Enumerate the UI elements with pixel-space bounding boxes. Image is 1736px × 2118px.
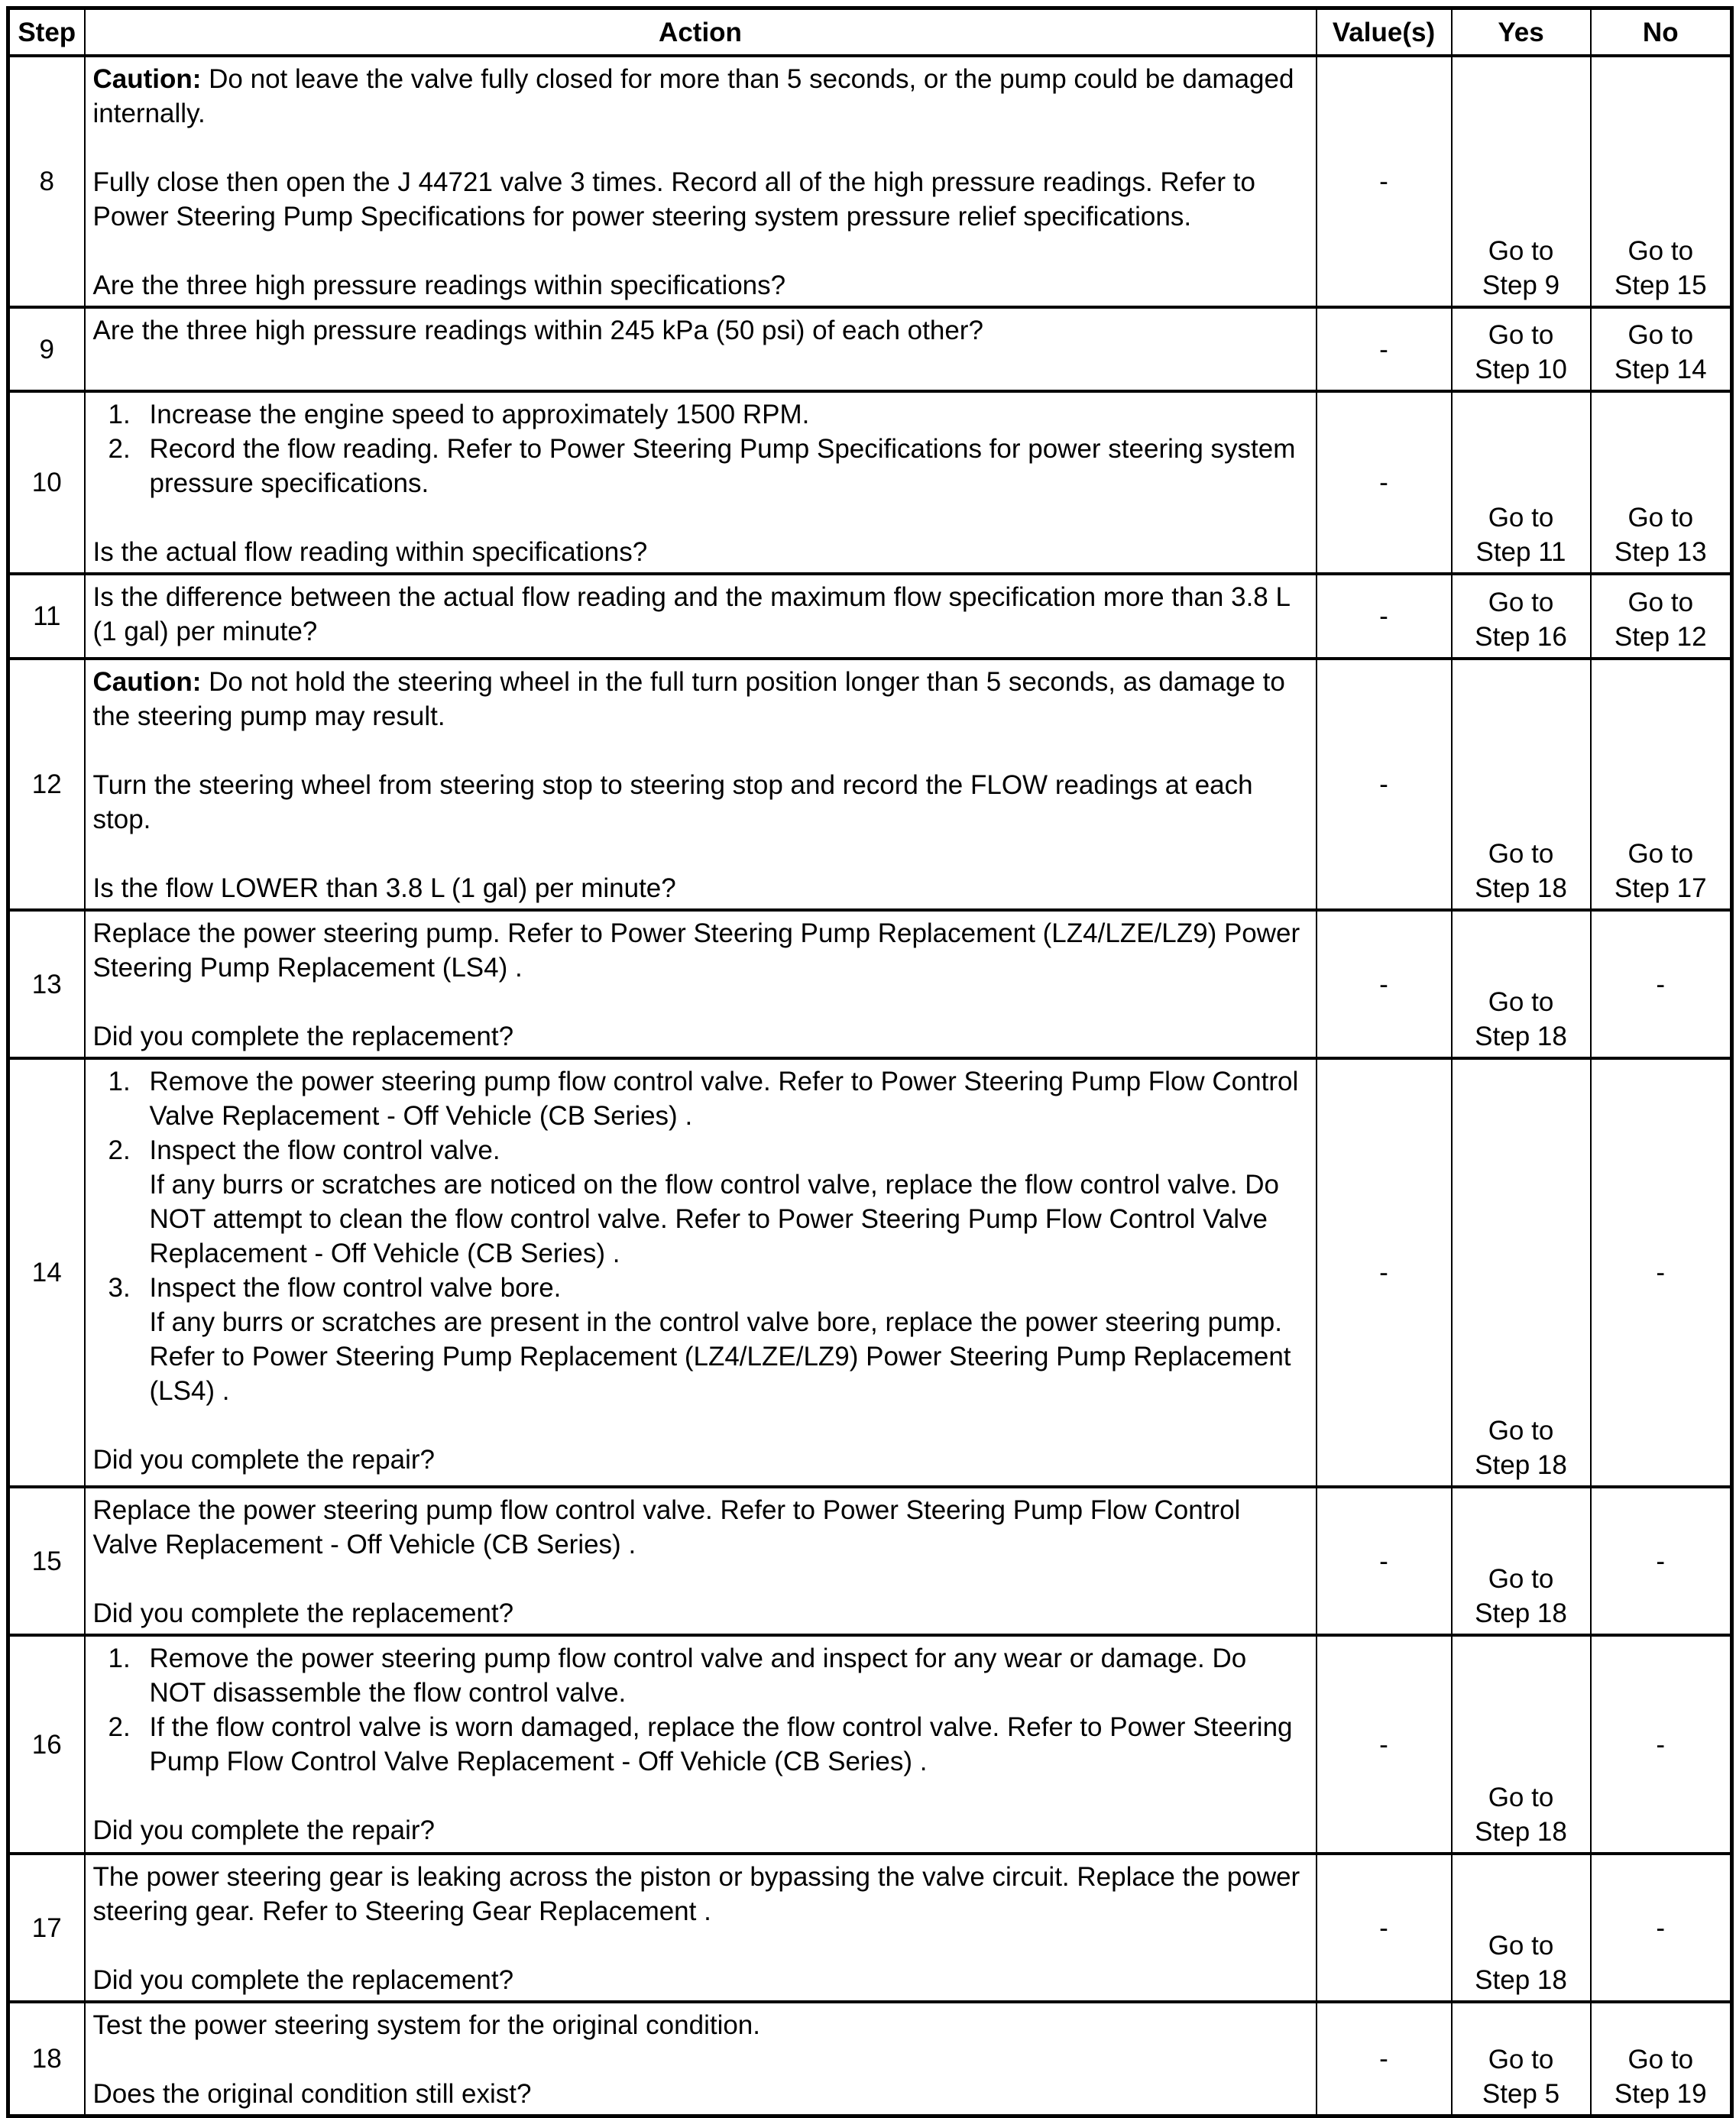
no-step-link[interactable]: Step 13 [1614, 537, 1707, 567]
action-cell [85, 1487, 1317, 1635]
no-cell [1591, 391, 1732, 574]
caution-text: Do not leave the valve fully closed for more than 5 seconds, or the pump could be damaged internally. [92, 64, 1294, 128]
action-list [93, 397, 1308, 500]
list-item: 2. If the flow control valve is worn damaged, replace the flow control valve. Refer to Power Steering Pump Flow Control Valve Replacement - Off Vehicle (CB Series) . [108, 1712, 1293, 1776]
no-cell [1591, 2002, 1732, 2116]
step-number: 15 [8, 1487, 85, 1635]
step-number: 9 [8, 307, 85, 391]
step-number: 16 [8, 1635, 85, 1854]
no-cell: - [1591, 1854, 1732, 2002]
table-row [8, 56, 1732, 307]
action-body: Turn the steering wheel from steering stop to steering stop and record the FLOW readings at each stop. [92, 770, 1253, 834]
yes-cell [1452, 307, 1591, 391]
no-goto: Go to [1628, 503, 1694, 533]
action-cell [85, 307, 1317, 391]
value-cell: - [1317, 574, 1452, 659]
caution-label: Caution: [92, 667, 202, 697]
table-row [8, 910, 1732, 1058]
step-number: 11 [8, 574, 85, 659]
value-cell: - [1317, 1058, 1452, 1487]
no-goto: Go to [1628, 2045, 1694, 2074]
no-cell: - [1591, 1058, 1732, 1487]
caution-note [93, 62, 1308, 131]
diagnostic-steps-table [6, 6, 1734, 2118]
yes-step-link[interactable]: Step 18 [1475, 1598, 1567, 1628]
header-yes: Yes [1452, 8, 1591, 57]
table-row [8, 1635, 1732, 1854]
table-row [8, 1487, 1732, 1635]
action-cell [85, 391, 1317, 574]
action-question: Did you complete the repair? [92, 1445, 435, 1475]
yes-step-link[interactable]: Step 18 [1475, 1450, 1567, 1480]
no-step-link[interactable]: Step 19 [1614, 2079, 1707, 2109]
step-number: 13 [8, 910, 85, 1058]
action-cell [85, 574, 1317, 659]
action-list [93, 1641, 1308, 1779]
yes-cell [1452, 2002, 1591, 2116]
yes-cell [1452, 1058, 1591, 1487]
value-cell: - [1317, 910, 1452, 1058]
list-item: 2. Record the flow reading. Refer to Power Steering Pump Specifications for power steering system pressure specifications. [108, 434, 1296, 498]
yes-step-link[interactable]: Step 9 [1482, 270, 1560, 300]
table-row [8, 2002, 1732, 2116]
yes-goto: Go to [1488, 588, 1554, 617]
action-question: Is the difference between the actual flow reading and the maximum flow specification more than 3.8 L (1 gal) per minute? [92, 582, 1290, 646]
yes-goto: Go to [1488, 839, 1554, 869]
yes-step-link[interactable]: Step 18 [1475, 873, 1567, 903]
list-item: 3. Inspect the flow control valve bore. If any burrs or scratches are present in the control valve bore, replace the power steering pump. Refer to Power Steering Pump Replacement (LZ4/LZE/LZ9) Power Steering Pump Replacement (LS4) . [108, 1273, 1291, 1406]
table-row [8, 307, 1732, 391]
no-cell: - [1591, 1487, 1732, 1635]
step-number: 10 [8, 391, 85, 574]
yes-step-link[interactable]: Step 18 [1475, 1965, 1567, 1995]
no-cell: - [1591, 910, 1732, 1058]
action-question: Are the three high pressure readings within 245 kPa (50 psi) of each other? [92, 316, 983, 345]
step-number: 17 [8, 1854, 85, 2002]
no-goto: Go to [1628, 236, 1694, 266]
value-cell: - [1317, 659, 1452, 910]
action-cell [85, 56, 1317, 307]
yes-step-link[interactable]: Step 18 [1475, 1817, 1567, 1847]
action-body: Fully close then open the J 44721 valve 3 times. Record all of the high pressure readings. Refer to Power Steering Pump Specifications for power steering system pressure relief specifications. [92, 167, 1255, 232]
no-step-link[interactable]: Step 14 [1614, 355, 1707, 384]
header-action: Action [85, 8, 1317, 57]
action-cell [85, 2002, 1317, 2116]
step-number: 18 [8, 2002, 85, 2116]
no-goto: Go to [1628, 320, 1694, 350]
action-question: Did you complete the replacement? [92, 1965, 514, 1995]
value-cell: - [1317, 2002, 1452, 2116]
no-step-link[interactable]: Step 17 [1614, 873, 1707, 903]
value-cell: - [1317, 1487, 1452, 1635]
yes-step-link[interactable]: Step 16 [1475, 622, 1567, 652]
yes-step-link[interactable]: Step 5 [1482, 2079, 1560, 2109]
yes-goto: Go to [1488, 1931, 1554, 1961]
table-header-row [8, 8, 1732, 57]
value-cell: - [1317, 307, 1452, 391]
no-step-link[interactable]: Step 15 [1614, 270, 1707, 300]
action-question: Is the actual flow reading within specifications? [92, 537, 648, 567]
step-number: 12 [8, 659, 85, 910]
yes-step-link[interactable]: Step 11 [1475, 537, 1566, 567]
no-cell [1591, 659, 1732, 910]
yes-goto: Go to [1488, 236, 1554, 266]
action-question: Are the three high pressure readings within specifications? [92, 270, 786, 300]
no-cell [1591, 307, 1732, 391]
table-row [8, 1058, 1732, 1487]
list-item: 1. Remove the power steering pump flow control valve and inspect for any wear or damage. Do NOT disassemble the flow control valve. [108, 1644, 1247, 1708]
action-question: Does the original condition still exist? [92, 2079, 532, 2109]
table-row [8, 574, 1732, 659]
value-cell: - [1317, 1635, 1452, 1854]
yes-cell [1452, 1854, 1591, 2002]
yes-step-link[interactable]: Step 10 [1475, 355, 1567, 384]
yes-cell [1452, 659, 1591, 910]
list-item-detail: If any burrs or scratches are noticed on the flow control valve, replace the flow control valve. Do NOT attempt to clean the flow control valve. Refer to Power Steering Pump Flow Control Valve Replacement - Off Vehicle (CB Series) . [149, 1170, 1279, 1268]
yes-cell [1452, 1487, 1591, 1635]
yes-goto: Go to [1488, 1783, 1554, 1812]
list-item-detail: If any burrs or scratches are present in the control valve bore, replace the power steering pump. Refer to Power Steering Pump Replacement (LZ4/LZE/LZ9) Power Steering Pump Replacement (LS4) . [149, 1307, 1291, 1406]
action-cell [85, 1854, 1317, 2002]
value-cell: - [1317, 1854, 1452, 2002]
no-goto: Go to [1628, 588, 1694, 617]
action-cell [85, 659, 1317, 910]
yes-goto: Go to [1488, 320, 1554, 350]
caution-text: Do not hold the steering wheel in the full turn position longer than 5 seconds, as damage to the steering pump may result. [92, 667, 1285, 731]
action-body: The power steering gear is leaking across the piston or bypassing the valve circuit. Replace the power steering gear. Refer to Steering Gear Replacement . [92, 1862, 1300, 1926]
action-body: Test the power steering system for the original condition. [92, 2010, 760, 2040]
action-body: Replace the power steering pump. Refer to Power Steering Pump Replacement (LZ4/LZE/LZ9) Power Steering Pump Replacement (LS4) . [92, 918, 1300, 983]
table-row [8, 1854, 1732, 2002]
caution-label: Caution: [92, 64, 202, 94]
header-no: No [1591, 8, 1732, 57]
yes-goto: Go to [1488, 503, 1554, 533]
no-step-link[interactable]: Step 12 [1614, 622, 1707, 652]
yes-goto: Go to [1488, 2045, 1554, 2074]
yes-step-link[interactable]: Step 18 [1475, 1022, 1567, 1051]
value-cell: - [1317, 391, 1452, 574]
yes-cell [1452, 910, 1591, 1058]
caution-note [93, 665, 1308, 734]
value-cell: - [1317, 56, 1452, 307]
action-question: Did you complete the replacement? [92, 1022, 514, 1051]
yes-cell [1452, 574, 1591, 659]
list-item: 1. Remove the power steering pump flow control valve. Refer to Power Steering Pump Flow Control Valve Replacement - Off Vehicle (CB Series) . [108, 1067, 1299, 1131]
header-values: Value(s) [1317, 8, 1452, 57]
action-question: Did you complete the replacement? [92, 1598, 514, 1628]
yes-goto: Go to [1488, 1416, 1554, 1446]
list-item: 1. Increase the engine speed to approximately 1500 RPM. [108, 400, 810, 429]
no-cell: - [1591, 1635, 1732, 1854]
table-row [8, 391, 1732, 574]
no-cell [1591, 574, 1732, 659]
no-cell [1591, 56, 1732, 307]
table-row [8, 659, 1732, 910]
header-step: Step [8, 8, 85, 57]
yes-cell [1452, 391, 1591, 574]
action-cell [85, 1058, 1317, 1487]
action-cell [85, 910, 1317, 1058]
yes-goto: Go to [1488, 1564, 1554, 1594]
list-item: 2. Inspect the flow control valve. If any burrs or scratches are noticed on the flow control valve, replace the flow control valve. Do NOT attempt to clean the flow control valve. Refer to Power Steering Pump Flow Control Valve Replacement - Off Vehicle (CB Series) . [108, 1135, 1279, 1268]
no-goto: Go to [1628, 839, 1694, 869]
action-question: Did you complete the repair? [92, 1815, 435, 1845]
action-list [93, 1064, 1308, 1408]
step-number: 8 [8, 56, 85, 307]
yes-goto: Go to [1488, 987, 1554, 1017]
step-number: 14 [8, 1058, 85, 1487]
yes-cell [1452, 56, 1591, 307]
action-body: Replace the power steering pump flow control valve. Refer to Power Steering Pump Flow Control Valve Replacement - Off Vehicle (CB Series) . [92, 1495, 1241, 1559]
yes-cell [1452, 1635, 1591, 1854]
action-question: Is the flow LOWER than 3.8 L (1 gal) per minute? [92, 873, 676, 903]
action-cell [85, 1635, 1317, 1854]
